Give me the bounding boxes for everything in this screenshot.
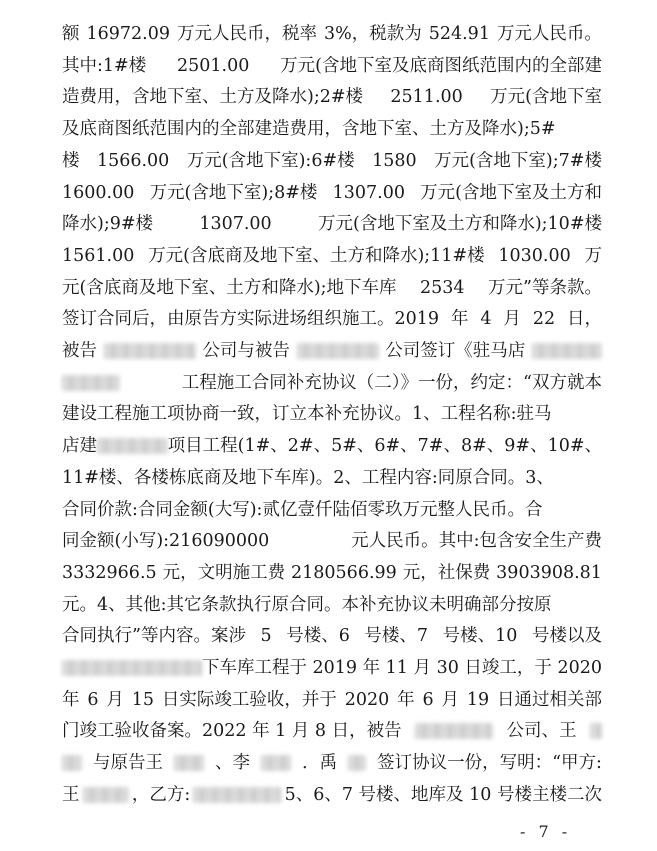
text-segment: 项目工程(1#、2#、5#、6#、7#、8#、9#、10#、 [167, 436, 602, 457]
text-segment: 签订合同后，由原告方实际进场组织施工。2019 [62, 309, 440, 330]
text-segment: 降水);9#楼 [62, 214, 154, 235]
text-segment: 元人民币。其中:包含安全生产费 [351, 531, 602, 552]
text-segment: 楼 [62, 150, 80, 171]
text-line [62, 274, 602, 302]
text-segment: 万元(含地下室及土方和 [420, 182, 602, 203]
text-segment: 1307.00 [199, 214, 272, 235]
text-segment: 万 [584, 245, 602, 266]
text-line [62, 52, 602, 80]
text-line [62, 591, 602, 619]
redacted-name-blur [348, 755, 366, 771]
redacted-name-blur [83, 787, 129, 803]
text-line [62, 147, 602, 175]
text-segment: ，乙方: [131, 784, 191, 805]
text-segment: 公司与被告 [202, 341, 290, 361]
text-segment: 5 [260, 626, 272, 647]
text-segment: 万元(含地下室 [490, 87, 602, 108]
text-segment: 年 [62, 689, 80, 710]
redacted-name-blur [590, 723, 602, 739]
text-segment: 1030.00 [498, 245, 571, 266]
text-segment: 门竣工验收备案。2022 年 1 月 8 日，被告 [62, 721, 402, 742]
text-segment: 6 [422, 689, 434, 710]
text-line [62, 242, 602, 270]
text-segment: 4 [480, 309, 492, 330]
text-segment: 1566.00 [96, 150, 170, 171]
text-segment: 同金额(小写):216090000 [62, 531, 270, 552]
text-segment: 王 [62, 784, 80, 805]
text-segment: 万元(含地下室):6#楼 [186, 150, 355, 171]
text-segment: 1561.00 [62, 245, 135, 266]
text-segment: 其中:1#楼 [62, 55, 147, 76]
text-segment: 额 [62, 24, 80, 44]
text-segment: 元(含底商及地下室、土方和降水);地下车库 [62, 277, 397, 298]
text-segment: 2501.00 [177, 55, 250, 76]
text-segment: 16972.09 [86, 24, 170, 44]
text-segment: 1600.00 [62, 182, 135, 203]
text-segment: ．禹 [302, 753, 338, 774]
text-segment: 建设工程施工项协商一致，订立本补充协议。1、工程名称:驻马 [62, 404, 552, 425]
text-segment: 年 [450, 309, 469, 330]
text-line [62, 179, 602, 207]
text-segment: 2511.00 [390, 87, 463, 108]
text-segment: 3332966.5 [62, 562, 157, 583]
text-segment: 年 [397, 689, 415, 710]
text-segment: 日实际竣工验收，并于 [161, 689, 337, 710]
text-segment: 公司签订《驻马店 [385, 341, 526, 361]
redacted-name-blur [261, 755, 291, 771]
text-line [62, 622, 602, 650]
text-segment: 号楼、7 [364, 626, 429, 647]
text-segment: 3903908.81 [496, 562, 602, 583]
text-line [62, 337, 602, 365]
text-segment: 下车库工程于 2019 年 11 月 30 日竣工，于 2020 [201, 658, 602, 678]
text-segment: 元。4、其他:其它条款执行原合同。本补充协议未明确部分按原 [62, 594, 552, 615]
text-segment: 万元人民币。 [496, 24, 602, 44]
text-line [62, 527, 602, 555]
text-segment: 造费用，含地下室、土方及降水);2#楼 [62, 87, 364, 108]
redacted-name-blur [62, 660, 202, 676]
page-number: - 7 - [520, 822, 572, 841]
text-segment: 11#楼、各楼栋底商及地下车库)。2、工程内容:同原合同。3、 [62, 467, 554, 488]
text-segment: 号楼以及 [531, 626, 602, 647]
text-segment: 1580 [372, 150, 417, 171]
text-line [62, 83, 602, 111]
text-segment: 2020 [344, 689, 390, 710]
text-line [62, 400, 602, 428]
text-segment: 与原告王 [93, 753, 164, 774]
redacted-name-blur [97, 438, 168, 454]
text-segment: 号楼、10 [442, 626, 518, 647]
text-line [62, 781, 602, 809]
text-line [62, 496, 602, 524]
redacted-name-blur [532, 343, 602, 359]
text-line [62, 115, 602, 143]
text-segment: 万元人民币，税率 [176, 24, 317, 44]
text-line [62, 654, 602, 682]
text-segment: 签订协议一份，写明：“甲方: [377, 753, 602, 774]
text-line [62, 717, 602, 745]
text-line [62, 20, 602, 48]
text-line [62, 432, 602, 460]
text-line [62, 210, 602, 238]
text-segment: 万元(含地下室);8#楼 [149, 182, 318, 203]
text-segment: 被告 [62, 341, 97, 361]
text-segment: 元，社保费 [402, 562, 491, 583]
text-segment: 、李 [215, 753, 251, 774]
text-segment: 万元”等条款。 [488, 277, 602, 298]
text-line [62, 749, 602, 777]
text-segment: 19 [466, 689, 490, 710]
redacted-name-blur [415, 723, 493, 739]
text-segment: 万元(含底商及地下室、土方和降水);11#楼 [148, 245, 485, 266]
text-segment: 公司、王 [506, 721, 577, 742]
redacted-name-blur [174, 755, 204, 771]
text-line [62, 369, 602, 397]
text-segment: 1307.00 [332, 182, 405, 203]
text-segment: 月 [503, 309, 521, 330]
text-segment: 3%，税款为 [323, 24, 422, 44]
text-segment: 合同价款:合同金额(大写):贰亿壹仟陆佰零玖万元整人民币。合 [62, 499, 543, 520]
text-segment: 5、6、7 号楼、地库及 10 号楼主楼二次 [284, 784, 602, 805]
redacted-name-blur [297, 343, 379, 359]
text-segment: 及底商图纸范围内的全部建造费用，含地下室、土方及降水);5# [62, 119, 556, 140]
redacted-name-blur [62, 755, 82, 771]
text-line [62, 305, 602, 333]
text-segment: 万元(含地下室);7#楼 [434, 150, 602, 171]
text-segment: 22 [532, 309, 556, 330]
text-segment: 号楼、6 [286, 626, 350, 647]
text-segment: 工程施工合同补充协议（二）》一份，约定：“双方就本 [181, 372, 602, 393]
text-segment: 月 [106, 689, 124, 710]
text-segment: 日通过相关部 [496, 689, 602, 710]
text-line [62, 464, 602, 492]
text-segment: 元，文明施工费 [162, 562, 286, 583]
text-line [62, 559, 602, 587]
redacted-name-blur [193, 787, 281, 803]
text-segment: 2534 [420, 277, 465, 298]
text-segment: 524.91 [428, 24, 490, 44]
text-segment: 万元(含地下室及底商图纸范围内的全部建 [280, 55, 602, 76]
redacted-name-blur [104, 343, 196, 359]
text-segment: 合同执行”等内容。案涉 [62, 626, 246, 647]
text-segment: 店建 [62, 436, 97, 457]
text-segment: 日， [567, 309, 602, 330]
text-segment: 万元(含地下室及土方和降水);10#楼 [318, 214, 602, 235]
text-segment: 月 [441, 689, 459, 710]
text-segment: 2180566.99 [291, 562, 397, 583]
text-line [62, 686, 602, 714]
text-segment: 15 [131, 689, 154, 710]
text-segment: 6 [87, 689, 99, 710]
redacted-name-blur [62, 375, 120, 391]
